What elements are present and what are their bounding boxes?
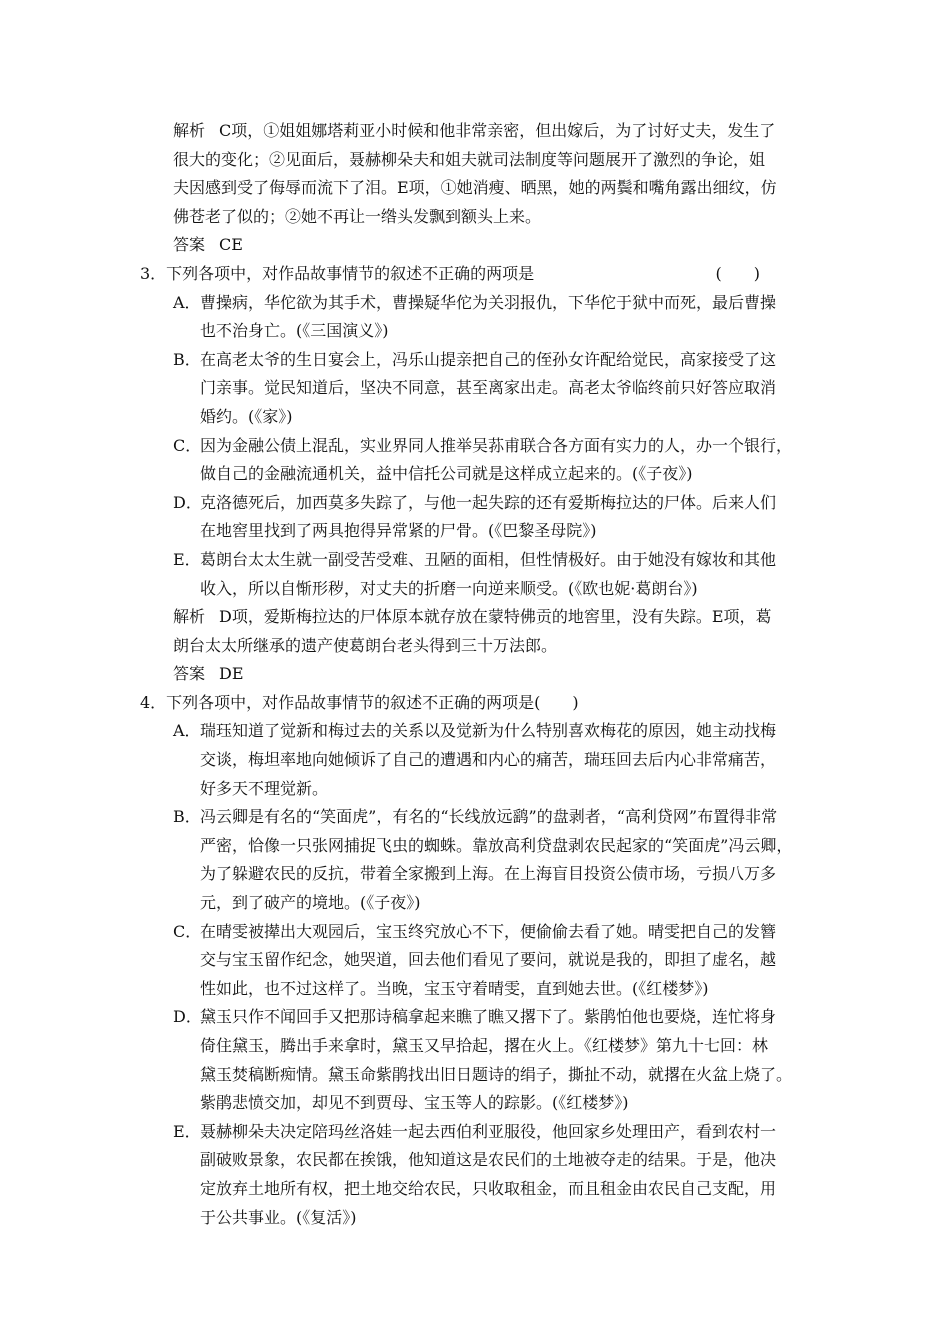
option-first-line — [140, 803, 830, 832]
option-continuation-line: 交谈，梅坦率地向她倾诉了自己的遭遇和内心的痛苦，瑞珏回去后内心非常痛苦， — [200, 750, 777, 770]
document-content — [140, 117, 830, 1232]
option-first-line — [140, 918, 830, 947]
q3-answer-value: DE — [219, 664, 244, 684]
q2-analysis-line-3: 夫因感到受了侮辱而流下了泪。E项，①她消瘦、晒黑，她的两鬓和嘴角露出细纹，仿 — [173, 178, 777, 198]
q4-option-c — [140, 918, 830, 1004]
option-text: 葛朗台太太生就一副受苦受难、丑陋的面相，但性情极好。由于她没有嫁妆和其他 — [200, 549, 777, 569]
q3-analysis-line-1 — [140, 603, 830, 632]
option-continuation-line: 严密，恰像一只张网捕捉飞虫的蜘蛛。靠放高利贷盘剥农民起家的“笑面虎”冯云卿， — [200, 835, 793, 855]
q3-analysis-line-2: 朗台太太所继承的遗产使葛朗台老头得到三十万法郎。 — [173, 635, 558, 655]
q3-answer-blank: ( ) — [715, 263, 760, 283]
q4-stem: 4．下列各项中，对作品故事情节的叙述不正确的两项是( ) — [140, 692, 579, 712]
option-label: C． — [173, 921, 202, 941]
option-continuation-line: 紫鹃悲愤交加，却见不到贾母、宝玉等人的踪影。(《红楼梦》) — [200, 1093, 629, 1113]
option-continuation-line: 黛玉焚稿断痴情。黛玉命紫鹃找出旧日题诗的绢子，撕扯不动，就撂在火盆上烧了。 — [200, 1064, 793, 1084]
option-text: 因为金融公债上混乱，实业界同人推举吴荪甫联合各方面有实力的人，办一个银行， — [200, 435, 793, 455]
q3-analysis-label: 解析 — [173, 607, 206, 627]
q3-option-e — [140, 546, 830, 603]
q3-option-b — [140, 346, 830, 432]
q3-option-a — [140, 289, 830, 346]
q3-answer-label: 答案 — [173, 664, 206, 684]
option-text: 瑞珏知道了觉新和梅过去的关系以及觉新为什么特别喜欢梅花的原因，她主动找梅 — [200, 721, 777, 741]
option-continuation-line: 交与宝玉留作纪念，她哭道，回去他们看见了要问，就说是我的，即担了虚名，越 — [200, 950, 777, 970]
option-first-line — [140, 546, 830, 575]
option-text: 在晴雯被撵出大观园后，宝玉终究放心不下，便偷偷去看了她。晴雯把自己的发簪 — [200, 921, 777, 941]
option-label: E． — [173, 1121, 201, 1141]
q4-option-b — [140, 803, 830, 917]
q3-analysis-text: D项，爱斯梅拉达的尸体原本就存放在蒙特佛贡的地窖里，没有失踪。E项，葛 — [219, 607, 772, 627]
option-text: 黛玉只作不闻回手又把那诗稿拿起来瞧了瞧又撂下了。紫鹃怕他也要烧，连忙将身 — [200, 1007, 777, 1027]
q3-answer — [140, 660, 830, 689]
option-continuation-line: 也不治身亡。(《三国演义》) — [200, 321, 389, 341]
q4-options — [140, 717, 830, 1232]
option-first-line — [140, 717, 830, 746]
option-continuation-line: 倚住黛玉，腾出手来拿时，黛玉又早拾起，撂在火上。《红楼梦》第九十七回：林 — [200, 1036, 769, 1055]
q2-analysis-label: 解析 — [173, 121, 206, 140]
option-label: D． — [173, 1007, 202, 1027]
option-continuation-line: 门亲事。觉民知道后，坚决不同意，甚至离家出走。高老太爷临终前只好答应取消 — [200, 378, 777, 398]
option-first-line — [140, 346, 830, 375]
option-continuation-line: 做自己的金融流通机关，益中信托公司就是这样成立起来的。(《子夜》) — [200, 464, 693, 484]
option-text: 曹操病，华佗欲为其手术，曹操疑华佗为关羽报仇，下华佗于狱中而死，最后曹操 — [200, 292, 777, 312]
option-continuation-line: 元，到了破产的境地。(《子夜》) — [200, 893, 421, 913]
q3-stem: 3．下列各项中，对作品故事情节的叙述不正确的两项是 — [140, 263, 535, 283]
q2-analysis-line-1 — [140, 117, 830, 146]
option-label: A． — [173, 292, 201, 312]
option-continuation-line: 于公共事业。(《复活》) — [200, 1207, 357, 1227]
option-text: 克洛德死后，加西莫多失踪了，与他一起失踪的还有爱斯梅拉达的尸体。后来人们 — [200, 492, 777, 512]
option-label: D． — [173, 492, 202, 512]
q2-analysis-text: C项，①姐姐娜塔莉亚小时候和他非常亲密，但出嫁后，为了讨好丈夫，发生了 — [219, 121, 776, 140]
q3-stem-row — [140, 260, 830, 289]
option-label: A． — [173, 721, 201, 741]
q3-option-d — [140, 489, 830, 546]
q2-answer — [140, 231, 830, 260]
q3-option-c — [140, 432, 830, 489]
option-continuation-line: 定放弃土地所有权，把土地交给农民，只收取租金，而且租金由农民自己支配，用 — [200, 1178, 777, 1198]
q2-analysis-line-4: 佛苍老了似的；②她不再让一绺头发飘到额头上来。 — [173, 206, 542, 226]
option-first-line — [140, 489, 830, 518]
option-text: 在高老太爷的生日宴会上，冯乐山提亲把自己的侄孙女许配给觉民，高家接受了这 — [200, 349, 777, 369]
option-first-line — [140, 1003, 830, 1032]
option-continuation-line: 副破败景象，农民都在挨饿，他知道这是农民们的土地被夺走的结果。于是，他决 — [200, 1150, 777, 1170]
q2-answer-value: CE — [219, 235, 243, 255]
q4-option-d — [140, 1003, 830, 1117]
option-continuation-line: 在地窖里找到了两具抱得异常紧的尸骨。(《巴黎圣母院》) — [200, 521, 597, 541]
option-text: 聂赫柳朵夫决定陪玛丝洛娃一起去西伯利亚服役，他回家乡处理田产，看到农村一 — [200, 1121, 777, 1141]
option-first-line — [140, 1118, 830, 1147]
option-text: 冯云卿是有名的“笑面虎”，有名的“长线放远鹞”的盘剥者，“高利贷网”布置得非常 — [200, 807, 778, 827]
option-label: B． — [173, 807, 201, 827]
q2-answer-label: 答案 — [173, 235, 206, 255]
option-continuation-line: 为了躲避农民的反抗，带着全家搬到上海。在上海盲目投资公债市场，亏损八万多 — [200, 864, 777, 884]
option-label: B． — [173, 349, 201, 369]
option-label: C． — [173, 435, 202, 455]
q2-analysis-line-2: 很大的变化；②见面后，聂赫柳朵夫和姐夫就司法制度等问题展开了激烈的争论，姐 — [173, 149, 766, 169]
option-continuation-line: 好多天不理觉新。 — [200, 778, 329, 798]
option-continuation-line: 收入，所以自惭形秽，对丈夫的折磨一向逆来顺受。(《欧也妮·葛朗台》) — [200, 578, 698, 598]
option-continuation-line: 婚约。(《家》) — [200, 406, 293, 426]
option-continuation-line: 性如此，也不过这样了。当晚，宝玉守着晴雯，直到她去世。(《红楼梦》) — [200, 978, 709, 998]
q4-option-e — [140, 1118, 830, 1232]
option-first-line — [140, 432, 830, 461]
option-first-line — [140, 289, 830, 318]
q4-option-a — [140, 717, 830, 803]
option-label: E． — [173, 549, 201, 569]
q3-options — [140, 289, 830, 604]
